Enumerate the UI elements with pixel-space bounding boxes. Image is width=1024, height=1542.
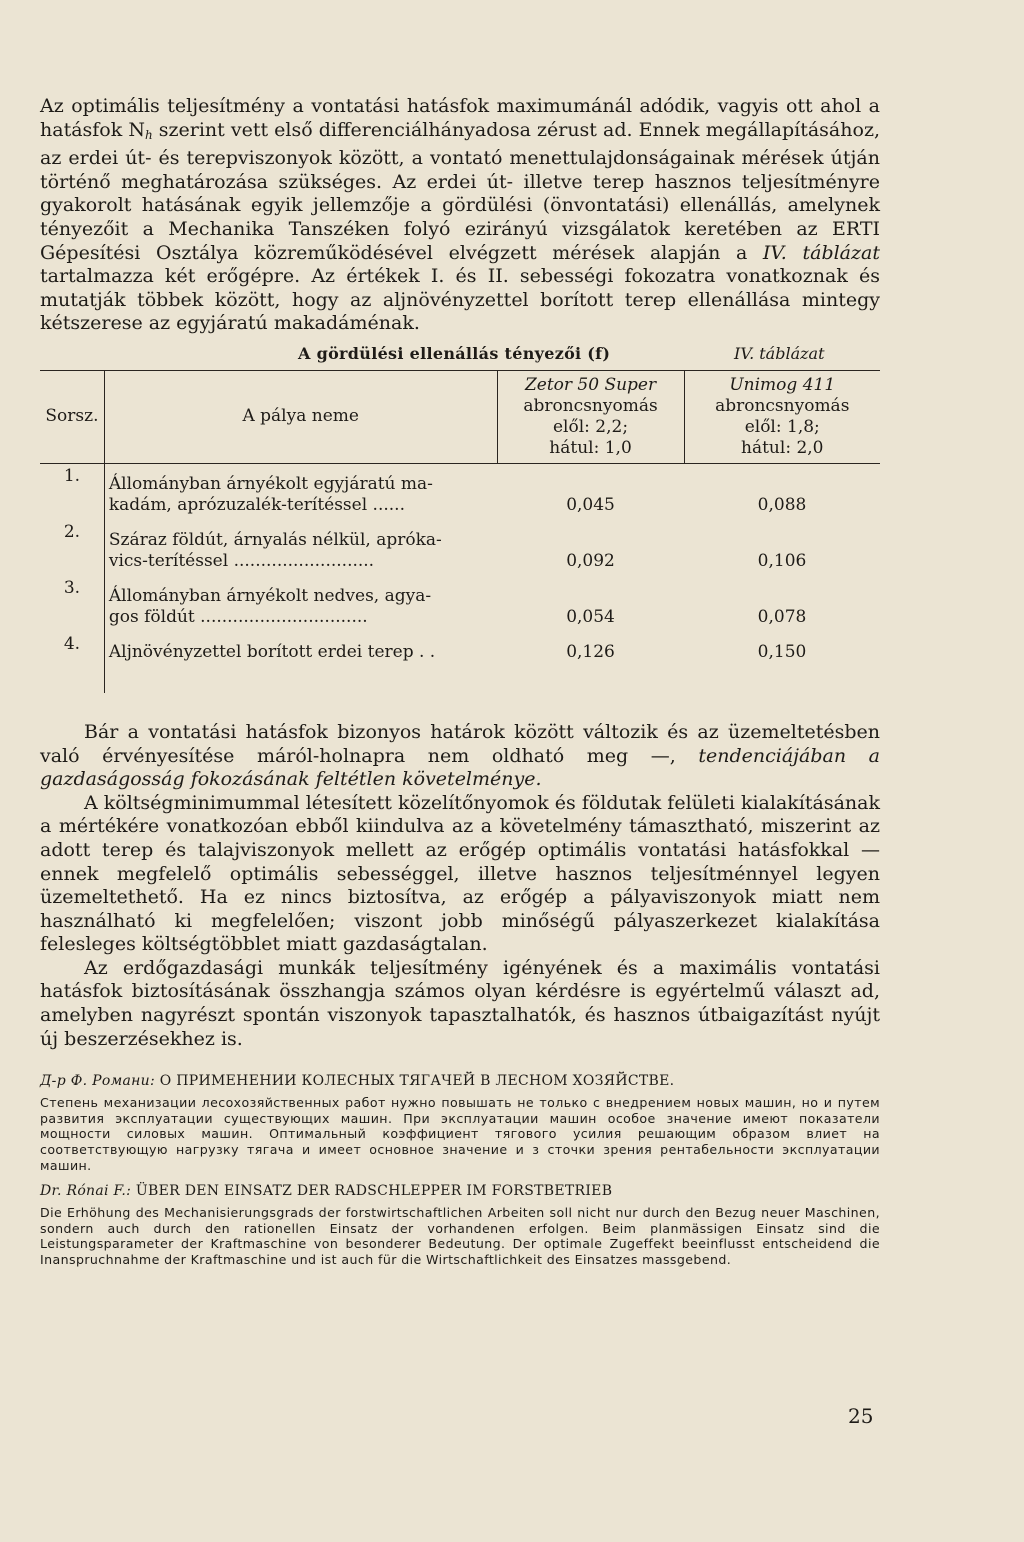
german-title-text: ÜBER DEN EINSATZ DER RADSCHLEPPER IM FORSTBETRIEB bbox=[131, 1183, 613, 1200]
row-description bbox=[104, 632, 497, 693]
para2-text: Bár a vontatási hatásfok bizonyos határok között változik és az üzemeltetésben való érvényesítése máról-holnapra nem oldható meg —, bbox=[40, 720, 880, 767]
russian-author: Д-р Ф. Романи: bbox=[40, 1073, 156, 1090]
desc-line: vics-terítéssel .......................... bbox=[108, 550, 375, 571]
page-number: 25 bbox=[848, 1404, 874, 1428]
unimog-name: Unimog 411 bbox=[729, 374, 836, 395]
zetor-line1: abroncsnyomás bbox=[523, 395, 658, 416]
para1-text-c: tartalmazza két erőgépre. Az értékek I. és II. sebességi fokozatra vonatkoznak és mutatják többek között, hogy az aljnövényzettel borított terep ellenállása mintegy kétszerese az egyjáratú makadáménak. bbox=[40, 265, 880, 335]
unimog-line1: abroncsnyomás bbox=[715, 395, 850, 416]
table-row bbox=[40, 463, 880, 520]
paragraph-3: A költségminimummal létesített közelítőnyomok és földutak felületi kialakításának a mértékére vonatkozóan ebből kiindulva az a követelmény támasztható, miszerint az adott terep és talajviszonyok mellett az erőgép optimális vontatási hatásfokkal — ennek megfelelő optimális sebességgel, illetve hasznos teljesítménnyel legyen üzemeltethető. Ha ez nincs biztosítva, az erőgép a pályaviszonyok miatt nem használható ki megfelelően; viszont jobb minőségű pályaszerkezet kialakítása felesleges költségtöbblet miatt gazdaságtalan. bbox=[40, 791, 880, 956]
value-zetor: 0,126 bbox=[566, 641, 615, 662]
desc-line: Aljnövényzettel borított erdei terep . . bbox=[108, 641, 436, 662]
table-row bbox=[40, 520, 880, 576]
rolling-resistance-table bbox=[40, 370, 880, 693]
row-number: 4. bbox=[63, 633, 81, 654]
german-summary-body: Die Erhöhung des Mechanisierungsgrads der forstwirtschaftlichen Arbeiten soll nicht nur durch den Bezug neuer Maschinen, sondern auch durch den rationellen Einsatz der vorhandenen erfolgen. Beim planmässigen Einsatz sind die Leistungsparameter der Kraftmaschine von besonderer Bedeutung. Der optimale Zugeffekt beeinflusst entscheidend die Inanspruchnahme der Kraftmaschine und ist auch für die Wirtschaftlichkeit des Einsatzes massgebend. bbox=[40, 1205, 880, 1267]
table-header-row bbox=[40, 370, 880, 463]
zetor-name: Zetor 50 Super bbox=[524, 374, 657, 395]
row-number: 1. bbox=[63, 465, 81, 486]
paragraph-4: Az erdőgazdasági munkák teljesítmény igényének és a maximális vontatási hatásfok biztosításának összhangja számos olyan kérdésre is egyértelmű választ ad, amelyben nagyrészt spontán viszonyok tapasztalhatók, és hasznos útbaigazítást nyújt új beszerzésekhez is. bbox=[40, 956, 880, 1050]
value-unimog: 0,088 bbox=[757, 494, 807, 515]
unimog-line3: hátul: 2,0 bbox=[741, 437, 824, 458]
para1-text-b: szerint vett első differenciálhányadosa zérust ad. Ennek megállapításához, az erdei út- és terepviszonyok között, a vontató menettulajdonságainak mérések útján történő meghatározása szükséges. Az erdei út- illetve terep hasznos teljesítményre gyakorolt hatásának egyik jellemzője a gördülési (önvontatási) ellenállás, amelynek tényezőit a Mechanika Tanszéken folyó ezirányú vizsgálatok keretében az ERTI Gépesítési Osztálya közreműködésével elvégzett mérések alapján a bbox=[40, 118, 880, 264]
header-palya: A pálya neme bbox=[104, 370, 497, 463]
table-title: A gördülési ellenállás tényezői (f) bbox=[298, 343, 611, 363]
russian-title-text: О ПРИМЕНЕНИИ КОЛЕСНЫХ ТЯГАЧЕЙ В ЛЕСНОМ ХОЗЯЙСТВЕ. bbox=[155, 1073, 675, 1090]
header-sorsz: Sorsz. bbox=[40, 370, 104, 463]
zetor-line3: hátul: 1,0 bbox=[549, 437, 632, 458]
paragraph-1 bbox=[40, 95, 880, 336]
russian-summary-title bbox=[40, 1073, 880, 1089]
table-number: IV. táblázat bbox=[734, 343, 825, 363]
row-description bbox=[104, 520, 497, 576]
para2-emphasis: tendenciájában a gazdaságosság fokozásának feltétlen követelménye. bbox=[40, 744, 880, 791]
row-description bbox=[104, 463, 497, 520]
value-zetor: 0,054 bbox=[566, 606, 615, 627]
desc-line: Állományban árnyékolt egyjáratú ma- bbox=[108, 473, 433, 494]
page-content bbox=[40, 95, 880, 1268]
value-unimog: 0,106 bbox=[757, 550, 807, 571]
desc-line: Száraz földút, árnyalás nélkül, apróka- bbox=[108, 529, 442, 550]
table-reference: IV. táblázat bbox=[762, 241, 880, 264]
row-number: 3. bbox=[63, 577, 81, 598]
unimog-line2: elől: 1,8; bbox=[744, 416, 820, 437]
zetor-line2: elől: 2,2; bbox=[553, 416, 629, 437]
value-unimog: 0,078 bbox=[757, 606, 807, 627]
german-summary-title bbox=[40, 1183, 880, 1199]
para1-subscript: h bbox=[144, 127, 153, 142]
russian-summary-body: Степень механизации лесохозяйственных работ нужно повышать не только с внедрением новых машин, но и путем развития эксплуатации существующих машин. При эксплуатации машин особое значение имеют показатели мощности силовых машин. Оптимальный коэффициент тягового усилия решающим образом влиет на соответствующую нагрузку тягача и имеет основное значение и з сточки зрения рентабельности эксплуатации машин. bbox=[40, 1095, 880, 1173]
table-caption bbox=[40, 344, 880, 370]
table-row bbox=[40, 632, 880, 693]
row-number: 2. bbox=[63, 521, 81, 542]
desc-line: kadám, aprózuzalék-terítéssel ...... bbox=[108, 494, 405, 515]
value-unimog: 0,150 bbox=[757, 641, 807, 662]
header-unimog bbox=[684, 370, 880, 463]
row-description bbox=[104, 576, 497, 632]
table-row bbox=[40, 576, 880, 632]
paragraph-2 bbox=[40, 721, 880, 792]
desc-line: gos földút ............................... bbox=[108, 606, 368, 627]
desc-line: Állományban árnyékolt nedves, agya- bbox=[108, 585, 432, 606]
header-zetor bbox=[497, 370, 684, 463]
para1-text-a: Az optimális teljesítmény a vontatási hatásfok maximumánál adódik, vagyis ott ahol a hatásfok N bbox=[40, 95, 880, 141]
value-zetor: 0,045 bbox=[566, 494, 615, 515]
value-zetor: 0,092 bbox=[566, 550, 615, 571]
german-author: Dr. Rónai F.: bbox=[40, 1183, 132, 1200]
